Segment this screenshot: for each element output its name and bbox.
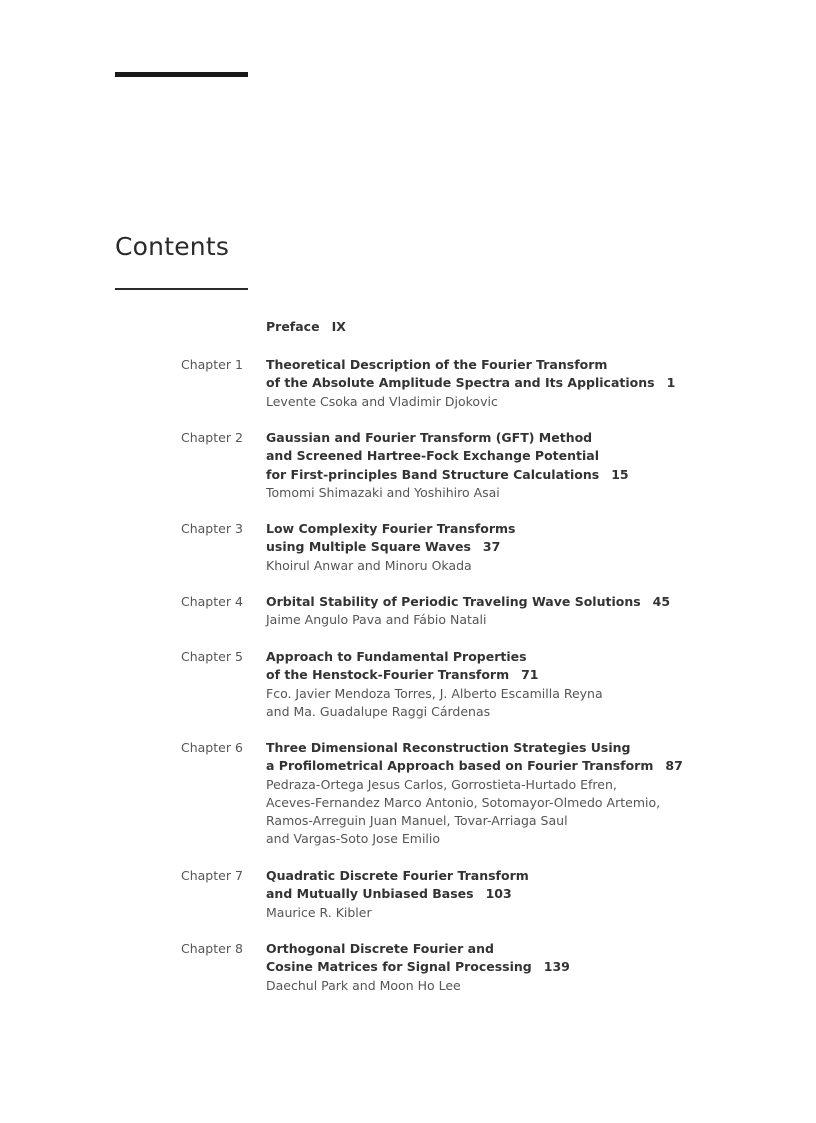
top-rule — [115, 72, 248, 77]
chapter-authors: Khoirul Anwar and Minoru Okada — [266, 557, 472, 573]
chapter-authors: Pedraza-Ortega Jesus Carlos, Gorrostieta-Hurtado Efren, — [266, 776, 617, 792]
chapter-page-number: 103 — [485, 886, 512, 902]
chapter-title-line: Orthogonal Discrete Fourier and — [266, 941, 494, 956]
page-title: Contents — [115, 232, 230, 261]
chapter-authors: Fco. Javier Mendoza Torres, J. Alberto Escamilla Reyna — [266, 685, 603, 701]
chapter-page-number: 139 — [543, 959, 570, 975]
chapter-title-line: Quadratic Discrete Fourier Transform — [266, 868, 529, 883]
chapter-label: Chapter 4 — [181, 594, 243, 609]
chapter-page-number: 1 — [666, 375, 676, 391]
chapter-title-line: of the Absolute Amplitude Spectra and Its Applications 1 — [266, 375, 676, 391]
chapter-page-number: 71 — [521, 667, 539, 683]
preface-page: IX — [331, 319, 346, 334]
chapter-title-line: Three Dimensional Reconstruction Strategies Using — [266, 740, 631, 755]
chapter-label: Chapter 3 — [181, 521, 243, 536]
chapter-label: Chapter 5 — [181, 649, 243, 664]
chapter-authors: Tomomi Shimazaki and Yoshihiro Asai — [266, 484, 500, 500]
chapter-body — [266, 356, 806, 411]
chapter-label: Chapter 2 — [181, 430, 243, 445]
chapter-title-line: using Multiple Square Waves 37 — [266, 539, 501, 555]
title-rule — [115, 288, 248, 290]
chapter-authors: Aceves-Fernandez Marco Antonio, Sotomayor-Olmedo Artemio, — [266, 794, 661, 810]
chapter-body — [266, 429, 806, 502]
chapter-page-number: 15 — [611, 466, 629, 482]
chapter-title-line: Gaussian and Fourier Transform (GFT) Method — [266, 430, 593, 445]
chapter-authors: Maurice R. Kibler — [266, 904, 372, 920]
chapter-title-line: Approach to Fundamental Properties — [266, 649, 527, 664]
chapter-label: Chapter 1 — [181, 357, 243, 372]
chapter-title-line: Orbital Stability of Periodic Traveling Wave Solutions 45 — [266, 594, 671, 609]
chapter-body — [266, 520, 806, 575]
chapter-title-line: Cosine Matrices for Signal Processing 139 — [266, 959, 570, 975]
chapter-body — [266, 940, 806, 995]
chapter-label: Chapter 6 — [181, 740, 243, 755]
chapter-authors: Daechul Park and Moon Ho Lee — [266, 977, 461, 993]
preface-entry[interactable] — [266, 318, 346, 336]
chapter-body — [266, 593, 806, 630]
chapter-authors: Ramos-Arreguin Juan Manuel, Tovar-Arriaga Saul — [266, 813, 568, 829]
chapter-page-number: 45 — [652, 594, 671, 609]
chapter-title-line: of the Henstock-Fourier Transform 71 — [266, 667, 539, 683]
chapter-body — [266, 648, 806, 721]
chapter-label: Chapter 8 — [181, 941, 243, 956]
chapter-title-line: for First-principles Band Structure Calculations 15 — [266, 466, 629, 482]
chapter-label: Chapter 7 — [181, 868, 243, 883]
chapter-authors: Jaime Angulo Pava and Fábio Natali — [266, 612, 487, 628]
chapter-title-line: and Screened Hartree-Fock Exchange Potential — [266, 448, 599, 464]
chapter-title-line: and Mutually Unbiased Bases 103 — [266, 886, 512, 902]
chapter-title-line: Theoretical Description of the Fourier Transform — [266, 357, 608, 372]
chapter-page-number: 87 — [665, 758, 683, 774]
chapter-body — [266, 867, 806, 922]
preface-label: Preface — [266, 319, 320, 334]
chapter-title-line: a Profilometrical Approach based on Fourier Transform 87 — [266, 758, 683, 774]
chapter-authors: and Vargas-Soto Jose Emilio — [266, 831, 441, 847]
chapter-page-number: 37 — [482, 539, 501, 555]
chapter-authors: and Ma. Guadalupe Raggi Cárdenas — [266, 703, 491, 719]
chapter-authors: Levente Csoka and Vladimir Djokovic — [266, 393, 498, 409]
chapter-body — [266, 739, 806, 849]
chapter-title-line: Low Complexity Fourier Transforms — [266, 521, 516, 536]
